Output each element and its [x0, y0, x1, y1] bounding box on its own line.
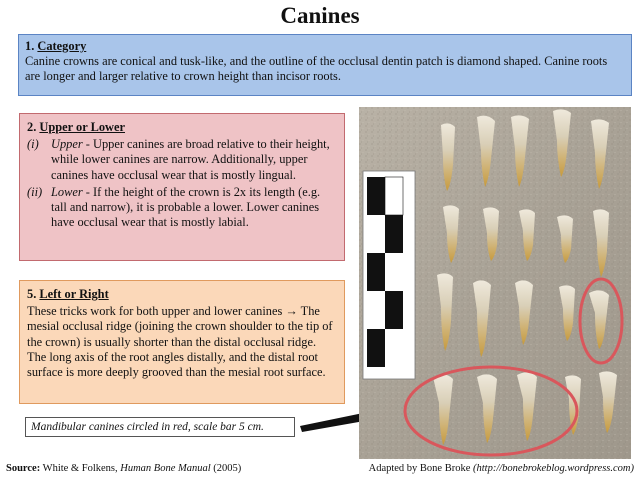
lower-text-wrap — [51, 185, 337, 231]
upper-lower-box — [19, 113, 345, 261]
left-right-heading — [27, 287, 337, 302]
category-heading — [25, 39, 86, 53]
source-book: Human Bone Manual — [120, 463, 211, 474]
lower-term: Lower — [51, 184, 83, 199]
upper-lower-heading-text: Upper or Lower — [39, 120, 125, 134]
lower-numeral: (ii) — [27, 184, 43, 199]
category-text: Canine crowns are conical and tusk-like, and the outline of the occlusal dentin patch is diamond shaped. Canine roots are longer and larger relative to crown height than incisor roots. — [25, 54, 608, 84]
category-number: 1. — [25, 39, 35, 53]
upper-numeral: (i) — [27, 137, 39, 152]
upper-lower-number: 2. — [27, 120, 37, 134]
left-right-number: 5. — [27, 287, 37, 301]
scale-bar — [363, 171, 415, 379]
left-right-box — [19, 280, 345, 404]
left-right-text: These tricks work for both upper and lower canines → The mesial occlusal ridge (joining the crown shoulder to the tip of the crown) is usually shorter than the distal occlusal ridge. The long axis of the root angles distally, and the distal root surface is more deeply grooved than the mesial root surface. — [27, 304, 333, 380]
source-year: (2005) — [213, 463, 242, 474]
source-authors: White & Folkens, — [42, 463, 118, 474]
source-label: Source: — [6, 463, 41, 474]
adapted-text: Adapted by Bone Broke — [368, 463, 471, 474]
lower-item — [27, 185, 337, 231]
upper-term: Upper — [51, 137, 83, 152]
lower-text: - If the height of the crown is 2x its length (e.g. tall and narrow), it is probable a lower. Lower canines have occlusal wear that is mostly labial. — [51, 184, 321, 230]
upper-lower-heading — [27, 120, 337, 135]
source-citation — [6, 463, 241, 474]
upper-item — [27, 137, 337, 183]
upper-text: - Upper canines are broad relative to their height, while lower canines are narrow. Additionally, upper canines have occlusal wear that is mostly lingual. — [51, 137, 330, 182]
category-box — [18, 34, 632, 96]
photo-caption: Mandibular canines circled in red, scale bar 5 cm. — [25, 417, 295, 437]
adapted-url: (http://bonebrokeblog.wordpress.com) — [473, 463, 634, 474]
canine-teeth-photo — [359, 107, 631, 459]
left-right-heading-text: Left or Right — [39, 287, 109, 301]
adapted-credit — [369, 463, 634, 474]
category-heading-text: Category — [37, 39, 87, 53]
upper-text-wrap — [51, 137, 337, 183]
page-title: Canines — [280, 3, 360, 28]
